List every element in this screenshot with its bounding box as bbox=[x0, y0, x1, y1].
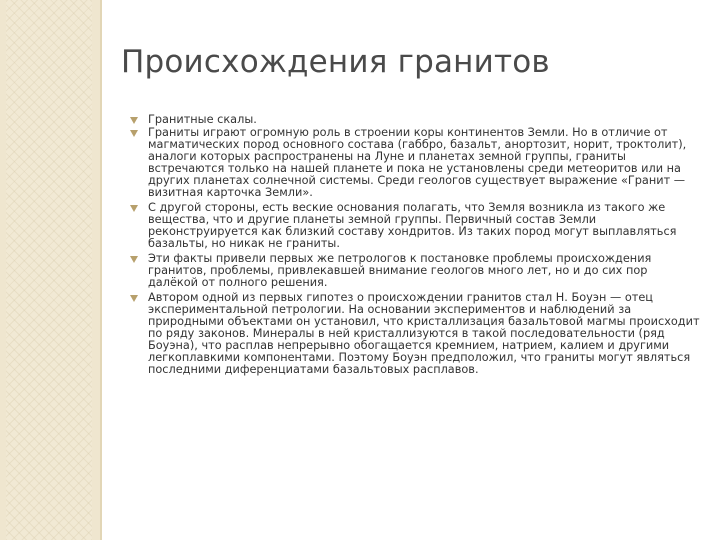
bullet-text: Граниты играют огромную роль в строении коры континентов Земли. Но в отличие от магматических пород основного состава (габбро, базальт, анортозит, норит, троктолит), аналоги которых распространены на Луне и планетах земной группы, граниты встречаются только на нашей планете и пока не установлены среди метеоритов или на других планетах солнечной системы. Среди геологов существует выражение «Гранит — визитная карточка Земли». bbox=[148, 126, 687, 199]
triangle-bullet-icon bbox=[130, 205, 138, 212]
bullet-text: С другой стороны, есть веские основания полагать, что Земля возникла из такого же вещества, что и другие планеты земной группы. Первичный состав Земли реконструируется как близкий составу хондритов. Из таких пород могут выплавляться базальты, но никак не граниты. bbox=[148, 201, 677, 250]
triangle-bullet-icon bbox=[130, 117, 138, 124]
list-item bbox=[130, 292, 700, 376]
bullet-text: Гранитные скалы. bbox=[148, 113, 257, 126]
slide-title: Происхождения гранитов bbox=[121, 44, 550, 80]
triangle-bullet-icon bbox=[130, 295, 138, 302]
decorative-pattern bbox=[6, 0, 92, 540]
list-item bbox=[130, 114, 700, 126]
bullet-text: Автором одной из первых гипотез о происхождении гранитов стал Н. Боуэн — отец экспериментальной петрологии. На основании экспериментов и наблюдений за природными объектами он установил, что кристаллизация базальтовой магмы происходит по ряду законов. Минералы в ней кристаллизуются в такой последовательности (ряд Боуэна), что расплав непрерывно обогащается кремнием, натрием, калием и другими легкоплавкими компонентами. Поэтому Боуэн предположил, что граниты могут являться последними диференциатами базальтовых расплавов. bbox=[148, 291, 700, 376]
triangle-bullet-icon bbox=[130, 130, 138, 137]
stripe-divider bbox=[100, 0, 102, 540]
bullet-text: Эти факты привели первых же петрологов к постановке проблемы происхождения гранитов, проблемы, привлекавшей внимание геологов много лет, но и до сих пор далёкой от полного решения. bbox=[148, 252, 652, 289]
list-item bbox=[130, 127, 700, 199]
bullet-list bbox=[130, 114, 700, 379]
list-item bbox=[130, 202, 700, 250]
list-item bbox=[130, 253, 700, 289]
triangle-bullet-icon bbox=[130, 256, 138, 263]
